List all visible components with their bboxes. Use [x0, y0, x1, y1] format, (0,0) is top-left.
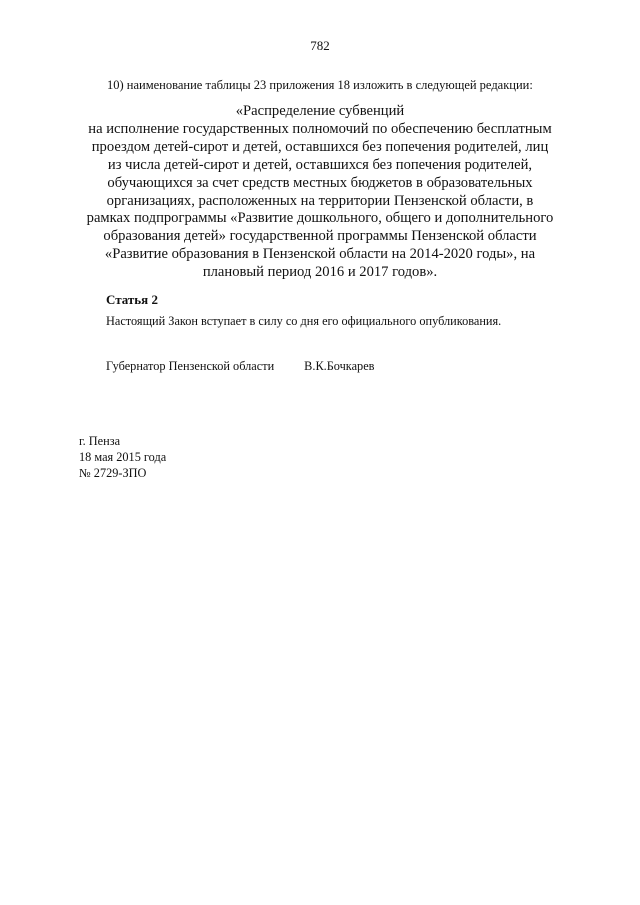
signature-line — [106, 359, 374, 374]
table-title-line: образования детей» государственной программы Пензенской области — [103, 228, 537, 245]
amendment-item: 10) наименование таблицы 23 приложения 18 изложить в следующей редакции: — [107, 78, 533, 92]
table-title-line: «Распределение субвенций — [235, 103, 405, 119]
table-title-block — [60, 103, 580, 282]
table-title-line: на исполнение государственных полномочий по обеспечению бесплатным — [88, 120, 552, 137]
table-title-line: проездом детей-сирот и детей, оставшихся без попечения родителей, лиц — [91, 138, 549, 155]
article-title: Статья 2 — [106, 292, 158, 307]
footer-date: 18 мая 2015 года — [79, 450, 167, 464]
table-title-line: организациях, расположенных на территории Пензенской области, в — [106, 192, 534, 209]
page-number: 782 — [310, 38, 330, 53]
table-title-line: «Развитие образования в Пензенской области на 2014-2020 годы», на — [104, 246, 536, 263]
footer-city: г. Пенза — [79, 434, 121, 448]
signature-position: Губернатор Пензенской области — [106, 359, 275, 373]
signature-name: В.К.Бочкарев — [304, 359, 375, 373]
footer-number: № 2729-ЗПО — [79, 466, 147, 480]
table-title-line: обучающихся за счет средств местных бюджетов в образовательных — [107, 174, 533, 191]
table-title-line: плановый период 2016 и 2017 годов». — [202, 264, 438, 281]
document-footer — [79, 433, 166, 481]
article-text: Настоящий Закон вступает в силу со дня его официального опубликования. — [106, 314, 502, 328]
table-title-line: из числа детей-сирот и детей, оставшихся без попечения родителей, — [107, 156, 533, 173]
table-title-line: рамках подпрограммы «Развитие дошкольного, общего и дополнительного — [86, 210, 554, 227]
